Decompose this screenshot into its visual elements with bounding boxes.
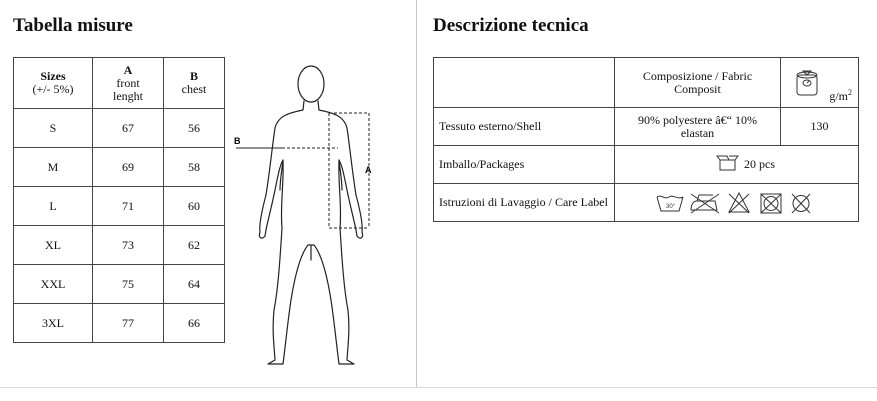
front-length-cell: 75 xyxy=(93,265,164,304)
size-cell: 3XL xyxy=(14,304,93,343)
composition-header: Composizione / Fabric Composit xyxy=(642,68,753,96)
shell-label: Tessuto esterno/Shell xyxy=(434,108,615,146)
column-divider xyxy=(416,0,417,388)
packages-cell xyxy=(615,146,859,184)
no-iron-icon xyxy=(691,194,719,213)
size-cell: M xyxy=(14,148,93,187)
chest-cell: 58 xyxy=(164,148,225,187)
body-outline xyxy=(259,101,362,364)
box-icon xyxy=(715,153,741,171)
table-row xyxy=(14,148,225,187)
chest-cell: 62 xyxy=(164,226,225,265)
scale-icon xyxy=(793,67,821,97)
shell-row xyxy=(434,108,859,146)
front-length-cell: 71 xyxy=(93,187,164,226)
table-row xyxy=(14,265,225,304)
size-cell: XL xyxy=(14,226,93,265)
table-row xyxy=(14,226,225,265)
col-a-header: A xyxy=(123,62,133,77)
care-row xyxy=(434,184,859,222)
label-b: B xyxy=(234,136,241,146)
front-length-cell: 73 xyxy=(93,226,164,265)
care-label: Istruzioni di Lavaggio / Care Label xyxy=(434,184,615,222)
label-a: A xyxy=(365,165,372,175)
col-b-sub: chest xyxy=(181,82,207,96)
packages-label: Imballo/Packages xyxy=(434,146,615,184)
wash-30-icon xyxy=(657,196,683,211)
col-a-sub1: front xyxy=(116,75,140,90)
packages-value: 20 pcs xyxy=(744,156,775,171)
front-length-cell: 77 xyxy=(93,304,164,343)
front-length-cell: 69 xyxy=(93,148,164,187)
size-table-header xyxy=(14,58,225,109)
technical-description-title: Descrizione tecnica xyxy=(433,15,589,36)
chest-cell: 64 xyxy=(164,265,225,304)
bottom-divider xyxy=(0,387,877,388)
chest-cell: 60 xyxy=(164,187,225,226)
packages-row xyxy=(434,146,859,184)
front-length-cell: 67 xyxy=(93,109,164,148)
no-bleach-icon xyxy=(729,193,749,213)
size-cell: S xyxy=(14,109,93,148)
chest-cell: 56 xyxy=(164,109,225,148)
weight-unit-exponent: 2 xyxy=(848,87,852,97)
tech-header-row xyxy=(434,58,859,108)
no-dry-clean-icon xyxy=(792,194,810,213)
size-chart-title: Tabella misure xyxy=(13,15,133,36)
weight-unit: g/m xyxy=(829,88,848,103)
size-cell: XXL xyxy=(14,265,93,304)
size-table xyxy=(13,57,225,343)
size-cell: L xyxy=(14,187,93,226)
sizes-header: Sizes xyxy=(40,69,66,83)
shell-composition: 90% polyestere â€“ 10% elastan xyxy=(638,112,757,140)
weight-header xyxy=(781,59,858,107)
shell-weight: 130 xyxy=(781,108,859,146)
col-b-header: B xyxy=(189,69,198,83)
col-a-sub2: lenght xyxy=(113,88,143,103)
sizes-tolerance: (+/- 5%) xyxy=(32,82,74,96)
care-icons xyxy=(615,184,859,222)
table-row xyxy=(14,304,225,343)
chest-cell: 66 xyxy=(164,304,225,343)
table-row xyxy=(14,187,225,226)
no-tumble-dry-icon xyxy=(761,194,781,213)
body-figure xyxy=(228,60,398,370)
tech-table xyxy=(433,57,859,222)
care-symbols xyxy=(655,190,825,216)
head-outline xyxy=(298,66,324,102)
wash-temp-label: 30° xyxy=(666,203,676,210)
table-row xyxy=(14,109,225,148)
